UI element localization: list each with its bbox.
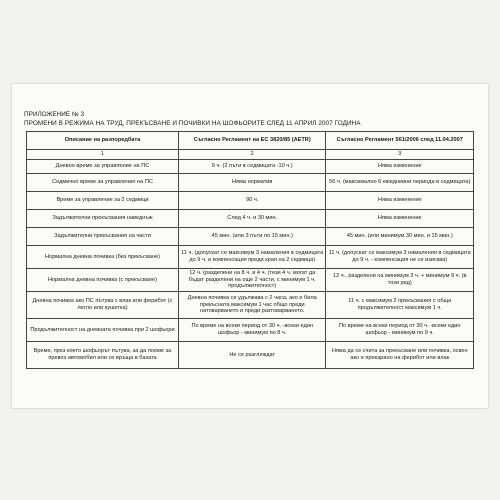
table-header-row	[27, 132, 474, 150]
table-row	[27, 210, 474, 228]
row-aetr-value: 90 ч.	[178, 192, 326, 210]
row-description: Време за управление за 2 седмици	[27, 192, 179, 210]
header-561: Съгласно Регламент 561/2006 след 11.04.2007	[326, 132, 474, 150]
column-number: 3	[326, 150, 474, 160]
document-heading: ПРОМЕНИ В РЕЖИМА НА ТРУД, ПРЕКЪСВАНЕ И ПОЧИВКИ НА ШОФЬОРИТЕ СЛЕД 11 АПРИЛ 2007 ГОДИНА	[24, 120, 361, 127]
row-aetr-value: Дневна почивка се удължава с 2 часа, ако е била прекъсната максимум 1 час общо преди натоварването и преди разтоварването.	[178, 292, 326, 319]
row-aetr-value: Не се разглеждат	[178, 342, 326, 369]
row-aetr-value: 9 ч. (2 пъти в седмицата -10 ч.)	[178, 160, 326, 174]
row-description: Нормална дневна почивка (без прекъсване)	[27, 246, 179, 269]
row-561-value: 12 ч., разделени на минимум 3 ч. + минимум 9 ч. (в този ред)	[326, 269, 474, 292]
row-description: Дневна почивка ако ПС пътува с влак или ферибот (с легло или кушетка)	[27, 292, 179, 319]
table-row	[27, 292, 474, 319]
row-561-value: Няма изменение	[326, 160, 474, 174]
row-561-value: Няма изменение	[326, 192, 474, 210]
row-561-value: 45 мин. (или минимум 30 мин. и 15 мин.)	[326, 228, 474, 246]
table-row	[27, 160, 474, 174]
row-561-value: 56 ч. (максимално 6 ежедневни периода в седмицата)	[326, 174, 474, 192]
header-aetr: Съгласно Регламент на ЕС 3820/85 (AETR)	[178, 132, 326, 150]
row-561-value: Няма изменение	[326, 210, 474, 228]
column-number: 1	[27, 150, 179, 160]
row-aetr-value: 12 ч. (разделени на 8 ч. и 4 ч. (тези 4 ч. могат да бъдат разделени на още 2 части, с минимум 1 ч. продължителност)	[178, 269, 326, 292]
row-aetr-value: По време на всеки период от 30 ч. -всеки един шофьор - минимум по 8 ч.	[178, 319, 326, 342]
row-description: Нормална дневна почивка (с прекъсване)	[27, 269, 179, 292]
row-aetr-value: 45 мин. (или 3 пъти по 15 мин.)	[178, 228, 326, 246]
table-row	[27, 192, 474, 210]
column-number: 2	[178, 150, 326, 160]
table-number-row	[27, 150, 474, 160]
annex-label: ПРИЛОЖЕНИЕ № 3	[24, 111, 85, 118]
table-row	[27, 228, 474, 246]
row-description: Седмично време за управление на ПС	[27, 174, 179, 192]
header-description: Описание на разпоредбата	[27, 132, 179, 150]
table-row	[27, 174, 474, 192]
regulations-table	[26, 131, 474, 369]
row-description: Време, през което шофьорът пътува, за да поеме за превоз автомобил или се връща в базата	[27, 342, 179, 369]
table-row	[27, 246, 474, 269]
row-561-value: 11 ч. (допускат се максимум 3 намаления в седмицата до 9 ч. - компенсация не се изисква)	[326, 246, 474, 269]
table-row	[27, 269, 474, 292]
row-description: Дневно време за управление на ПС	[27, 160, 179, 174]
row-561-value: Няма да се счита за прекъсване или почивка, освен ако е прекарано на ферибот или влак	[326, 342, 474, 369]
row-description: Продължителност на дневната почивка при 2 шофьори	[27, 319, 179, 342]
row-description: Задължителни прекъсвания наведнъж	[27, 210, 179, 228]
table-row	[27, 342, 474, 369]
row-561-value: По време на всеки период от 30 ч. -всеки един шофьор - минимум по 9 ч.	[326, 319, 474, 342]
row-description: Задължителни прекъсвания на части	[27, 228, 179, 246]
row-aetr-value: Няма норматив	[178, 174, 326, 192]
row-561-value: 11 ч. с максимум 2 прекъсвания с обща продължителност максимум 1 ч.	[326, 292, 474, 319]
row-aetr-value: 11 ч. (допускат се максимум 3 намаления в седмицата до 9 ч. и компенсация преди края на 2 седмица)	[178, 246, 326, 269]
table-row	[27, 319, 474, 342]
row-aetr-value: След 4 ч. и 30 мин.	[178, 210, 326, 228]
